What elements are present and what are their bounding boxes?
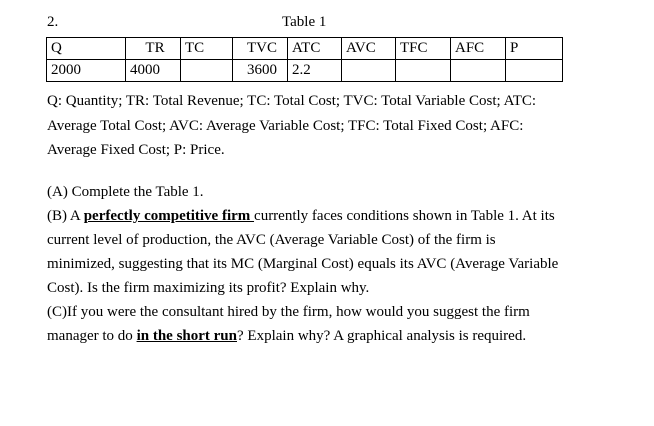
part-b-emphasis: perfectly competitive firm — [83, 208, 255, 224]
table-header-row — [47, 38, 563, 60]
cell: 3600 — [233, 60, 288, 82]
header-cell: TVC — [233, 38, 288, 60]
cell: 2.2 — [288, 60, 342, 82]
part-b-line: minimized, suggesting that its MC (Marginal Cost) equals its AVC (Average Variable — [47, 256, 559, 272]
header-cell: AVC — [342, 38, 396, 60]
header-cell: Q — [47, 38, 126, 60]
part-b-line — [47, 206, 555, 226]
cell — [506, 60, 563, 82]
header-cell: TFC — [396, 38, 451, 60]
part-c-suffix: ? Explain why? A graphical analysis is required. — [237, 328, 527, 344]
part-c-prefix: manager to do — [47, 328, 137, 344]
table-row — [47, 60, 563, 82]
part-c-emphasis: in the short run — [136, 328, 237, 344]
part-c-line — [47, 326, 526, 346]
cost-table — [46, 37, 563, 82]
part-b-line: Cost). Is the firm maximizing its profit? Explain why. — [47, 280, 370, 296]
legend-line: Q: Quantity; TR: Total Revenue; TC: Total Cost; TVC: Total Variable Cost; ATC: — [47, 93, 537, 109]
legend-line: Average Fixed Cost; P: Price. — [47, 142, 225, 158]
header-cell: TC — [181, 38, 233, 60]
part-c-line: (C)If you were the consultant hired by the firm, how would you suggest the firm — [47, 304, 530, 320]
cell — [396, 60, 451, 82]
cell — [451, 60, 506, 82]
question-number: 2. — [47, 14, 59, 30]
cell: 4000 — [126, 60, 181, 82]
cell — [181, 60, 233, 82]
table-caption: Table 1 — [282, 14, 327, 30]
cell: 2000 — [47, 60, 126, 82]
header-cell: ATC — [288, 38, 342, 60]
part-a: (A) Complete the Table 1. — [47, 184, 204, 200]
header-cell: AFC — [451, 38, 506, 60]
cell — [342, 60, 396, 82]
legend-line: Average Total Cost; AVC: Average Variable Cost; TFC: Total Fixed Cost; AFC: — [47, 118, 524, 134]
part-b-line: current level of production, the AVC (Average Variable Cost) of the firm is — [47, 232, 496, 248]
header-cell: TR — [126, 38, 181, 60]
part-b-prefix: (B) A — [47, 208, 84, 224]
part-b-suffix: currently faces conditions shown in Table 1. At its — [254, 208, 555, 224]
header-cell: P — [506, 38, 563, 60]
